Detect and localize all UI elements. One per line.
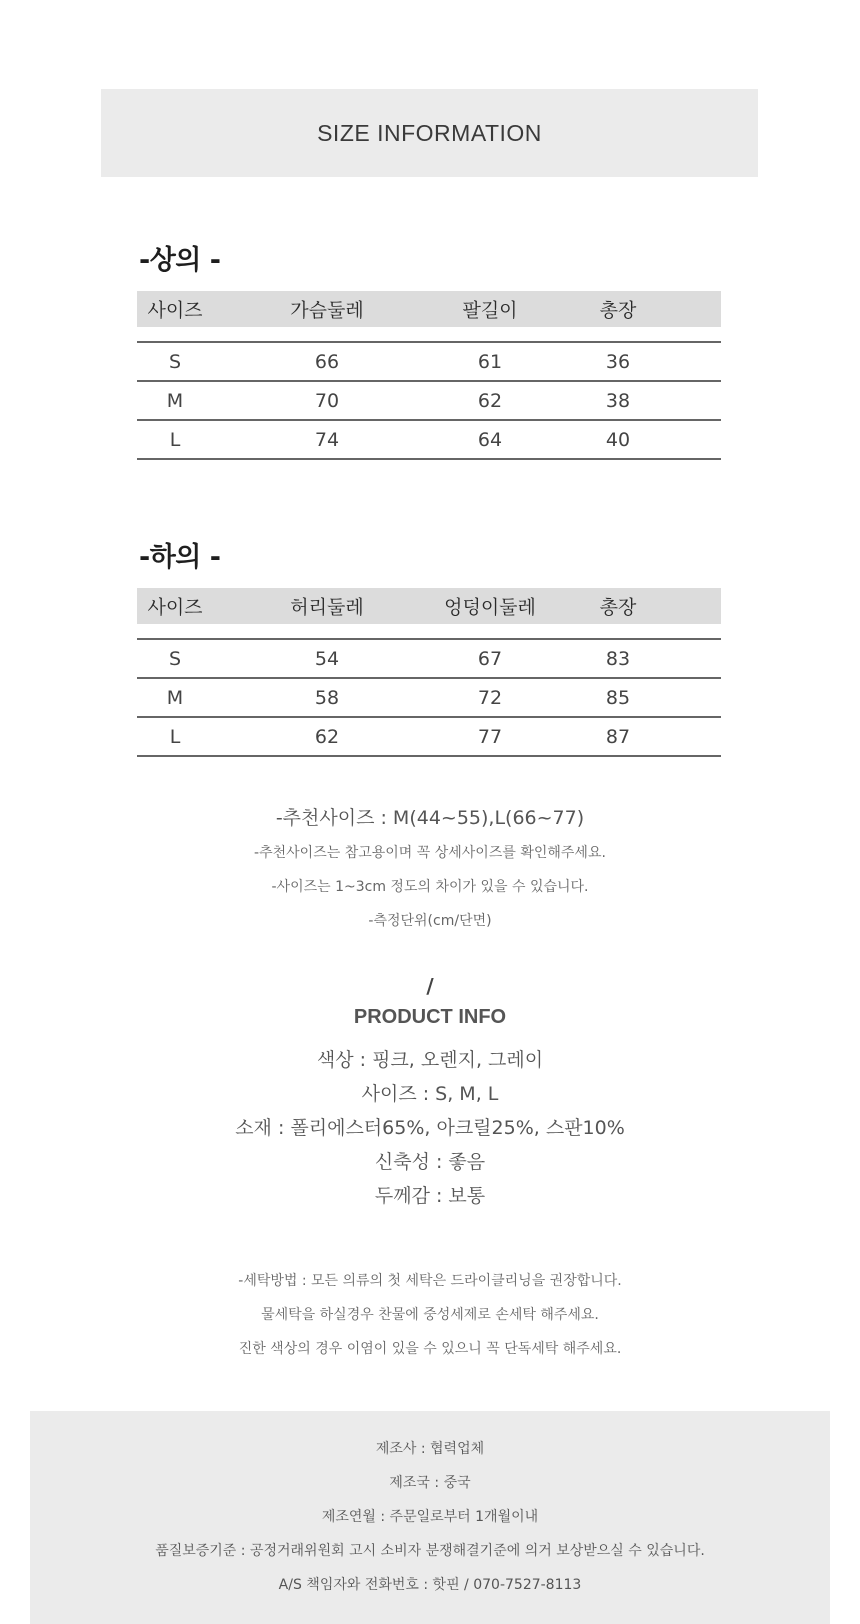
product-stretch: 신축성 : 좋음 [374,1151,486,1173]
recommend-size: -추천사이즈 : M(44~55),L(66~77) [275,807,585,829]
column-header: 총장 [599,596,637,619]
table-cell: 58 [314,686,340,709]
recommend-note: -추천사이즈는 참고용이며 꼭 상세사이즈를 확인해주세요. [254,845,606,861]
table-cell: 85 [605,686,631,709]
table-cell: 64 [477,428,503,451]
washing-note: 진한 색상의 경우 이염이 있을 수 있으니 꼭 단독세탁 해주세요. [238,1341,622,1357]
table-header [137,291,721,327]
table-cell: 70 [314,389,340,412]
top-section-title: -상의 - [139,245,221,276]
table-cell: 54 [314,647,340,670]
washing-note: 물세탁을 하실경우 찬물에 중성세제로 손세탁 해주세요. [261,1307,599,1323]
washing-note: -세탁방법 : 모든 의류의 첫 세탁은 드라이클리닝을 권장합니다. [238,1273,622,1289]
bottom-section-title: -하의 - [139,542,221,573]
table-divider [137,327,721,343]
recommend-note: -사이즈는 1~3cm 정도의 차이가 있을 수 있습니다. [271,879,589,895]
recommend-section [0,803,860,938]
table-cell: 61 [477,350,503,373]
divider-slash: / [426,974,434,998]
table-cell: 62 [477,389,503,412]
manufacturer: 제조사 : 협력업체 [375,1441,485,1457]
column-header: 사이즈 [147,299,203,322]
as-contact: A/S 책임자와 전화번호 : 핫핀 / 070-7527-8113 [278,1577,582,1593]
table-cell: 38 [605,389,631,412]
table-cell: 87 [605,725,631,748]
table-cell: 66 [314,350,340,373]
table-cell: S [168,350,182,373]
table-row [137,421,721,460]
product-thickness: 두께감 : 보통 [374,1185,486,1207]
table-cell: L [169,725,181,748]
table-cell: 77 [477,725,503,748]
manufacture-date: 제조연월 : 주문일로부터 1개월이내 [321,1509,539,1525]
table-cell: 67 [477,647,503,670]
column-header: 사이즈 [147,596,203,619]
washing-section [0,1264,860,1366]
column-header: 총장 [599,299,637,322]
manufacturer-info-footer [30,1411,830,1624]
table-row [137,718,721,757]
table-cell: M [166,686,184,709]
table-cell: 72 [477,686,503,709]
product-color: 색상 : 핑크, 오렌지, 그레이 [316,1049,544,1071]
table-header [137,588,721,624]
size-information-header [101,89,758,177]
product-sizes: 사이즈 : S, M, L [361,1083,499,1105]
quality-guarantee: 품질보증기준 : 공정거래위원회 고시 소비자 분쟁해결기준에 의거 보상받으실 수 있습니다. [155,1543,705,1559]
table-cell: M [166,389,184,412]
table-cell: 74 [314,428,340,451]
column-header: 엉덩이둘레 [444,596,536,619]
table-cell: S [168,647,182,670]
table-divider [137,624,721,640]
table-row [137,343,721,382]
page-title: SIZE INFORMATION [317,119,542,146]
product-info-title: PRODUCT INFO [353,1006,507,1028]
column-header: 가슴둘레 [290,299,364,322]
table-row [137,640,721,679]
table-row [137,679,721,718]
bottom-size-table [137,588,721,757]
column-header: 팔길이 [462,299,518,322]
table-cell: L [169,428,181,451]
table-row [137,382,721,421]
table-cell: 36 [605,350,631,373]
table-cell: 40 [605,428,631,451]
column-header: 허리둘레 [290,596,364,619]
product-info-section [0,974,860,1213]
top-size-table [137,291,721,460]
table-cell: 83 [605,647,631,670]
country-of-origin: 제조국 : 중국 [389,1475,471,1491]
recommend-note: -측정단위(cm/단면) [368,913,492,929]
table-cell: 62 [314,725,340,748]
product-material: 소재 : 폴리에스터65%, 아크릴25%, 스판10% [235,1117,625,1139]
